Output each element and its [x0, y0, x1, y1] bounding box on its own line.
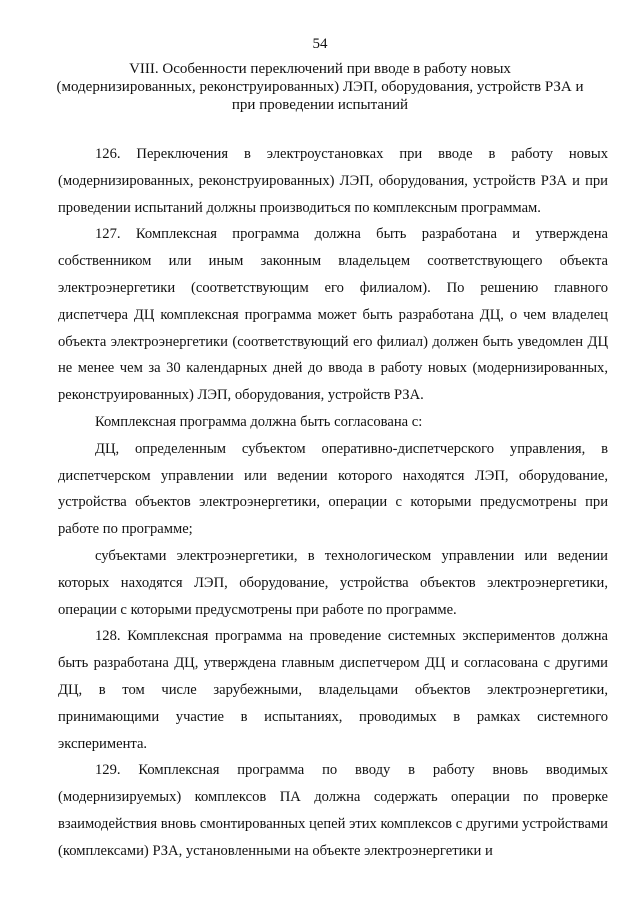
- section-title: [40, 60, 600, 114]
- paragraph-129: 129. Комплексная программа по вводу в работу вновь вводимых (модернизируемых) комплексов ПА должна содержать операции по проверке взаимодействия вновь смонтированных цепей этих комплексов с другими устройствами (комплексами) РЗА, установленными на объекте электроэнергетики и: [58, 762, 608, 859]
- page-number: 54: [312, 36, 328, 52]
- section-title-line-1: VIII. Особенности переключений при вводе в работу новых: [129, 61, 511, 77]
- paragraph-approval-intro: Комплексная программа должна быть согласована с:: [95, 413, 423, 430]
- document-body: [58, 141, 608, 865]
- paragraph-127: 127. Комплексная программа должна быть разработана и утверждена собственником или иным законным владельцем соответствующего объекта электроэнергетики (соответствующим его филиалом). По решению главного диспетчера ДЦ комплексная программа может быть разработана ДЦ, о чем владелец объекта электроэнергетики (соответствующий его филиал) должен быть уведомлен ДЦ не менее чем за 30 календарных дней до ввода в работу новых (модернизированных, реконструированных) ЛЭП, оборудования, устройств РЗА.: [58, 226, 608, 404]
- paragraph-approval-subjects: субъектами электроэнергетики, в технологическом управлении или ведении которых находятся ЛЭП, оборудование, устройства объектов электроэнергетики, операции с которыми предусмотрены при работе по программе.: [58, 547, 608, 618]
- section-title-line-2: (модернизированных, реконструированных) ЛЭП, оборудования, устройств РЗА и: [56, 79, 584, 95]
- paragraph-126: 126. Переключения в электроустановках при вводе в работу новых (модернизированных, реконструированных) ЛЭП, оборудования, устройств РЗА и при проведении испытаний должны производиться по комплексным программам.: [58, 146, 608, 216]
- paragraph-approval-dc: ДЦ, определенным субъектом оперативно-диспетчерского управления, в диспетчерском управлении или ведении которого находятся ЛЭП, оборудование, устройства объектов электроэнергетики, операции с которыми предусмотрены при работе по программе;: [58, 440, 608, 538]
- section-title-line-3: при проведении испытаний: [231, 97, 409, 113]
- paragraph-128: 128. Комплексная программа на проведение системных экспериментов должна быть разработана ДЦ, утверждена главным диспетчером ДЦ и согласована с другими ДЦ, в том числе зарубежными, владельцами объектов электроэнергетики, принимающими участие в испытаниях, проводимых в рамках системного эксперимента.: [58, 628, 608, 752]
